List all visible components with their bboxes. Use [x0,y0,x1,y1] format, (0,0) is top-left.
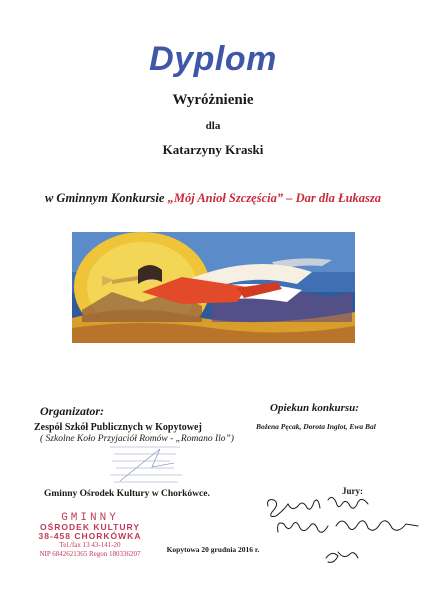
jury-label: Jury: [342,486,363,496]
school-stamp [100,441,190,488]
stamp-line1: GMINNY [61,512,119,524]
stamp-line2: OŚRODEK KULTURY [40,522,140,532]
issue-date: Kopytowa 20 grudnia 2016 r. [166,545,260,554]
co-organizer: Gminny Ośrodek Kultury w Chorkówce. [44,489,210,499]
document-title: Dyplom [149,40,277,78]
stamp-line4: Tel./fax 13 43-141-20 [59,541,121,549]
recipient-name: Katarzyny Kraski [162,142,264,157]
patrons-heading: Opiekun konkursu: [270,402,359,414]
for-word: dla [205,120,221,132]
contest-name: „Mój Anioł Szczęścia” – Dar dla Łukasza [167,191,382,205]
jury-signatures [258,490,426,595]
angel-illustration [72,232,355,343]
contest-prefix: w Gminnym Konkursie [44,191,168,205]
organizer-name: Zespół Szkół Publicznych w Kopytowej [34,422,202,433]
organizer-subtitle: ( Szkolne Koło Przyjaciół Romów - „Romano Ilo”) [40,434,234,444]
organizer-heading: Organizator: [40,404,105,418]
stamp-line5: NIP 6842621365 Regon 180336207 [39,550,141,558]
stamp-line3: 38-458 CHORKÓWKA [38,531,142,541]
patrons-names: Bożena Pęcak, Dorota Inglot, Ewa Bal [256,422,376,431]
award-name: Wyróżnienie [172,92,254,108]
contest-line [0,191,426,206]
